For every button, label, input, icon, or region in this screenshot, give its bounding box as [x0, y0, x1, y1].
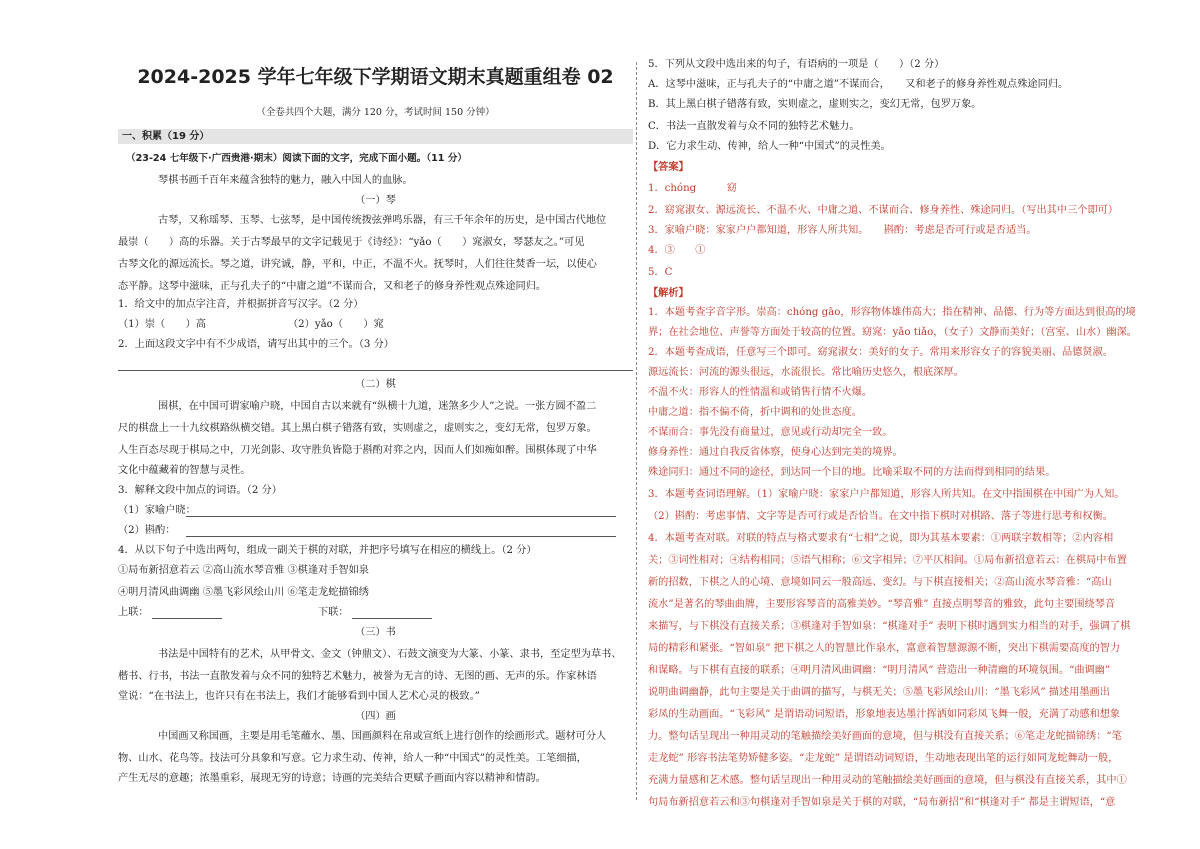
- analysis-line: 殊途同归：通过不同的途径，到达同一个目的地。比喻采取不同的方法而得到相同的结果。: [648, 467, 1056, 478]
- analysis-line: 力。整句话呈现出一种用灵动的笔触描绘美好画面的意境，但与棋没有直接关系；⑥笔走龙蛇描锦绣：“笔: [648, 731, 1122, 742]
- q4-options: ④明月清风曲调幽 ⑤墨飞彩风绘山川 ⑥笔走龙蛇描锦绣: [118, 587, 369, 598]
- q1-blank-2[interactable]: （2）yǎo（ ）窕: [288, 319, 384, 330]
- analysis-line: 局的精彩和紧张。“智如泉” 把下棋之人的智慧比作泉水，富意着智慧源源不断，突出下棋需要高度的智力: [648, 643, 1121, 654]
- shu-line: 堂说：“在书法上，也许只有在书法上，我们才能够看到中国人艺术心灵的极致。”: [118, 691, 480, 702]
- analysis-line: 充满力量感和艺术感。整句话呈现出一种用灵动的笔触描绘美好画面的意境，但与棋没有直接关系，其中①: [648, 775, 1127, 786]
- qin-line: 古琴，又称瑶琴、玉琴、七弦琴，是中国传统拨弦弹鸣乐器，有三千年余年的历史，是中国古代地位: [158, 215, 607, 226]
- hua-line: 中国画又称国画，主要是用毛笔蘸水、墨、国画颜料在帛或宣纸上进行创作的绘画形式。题材可分人: [158, 731, 607, 742]
- analysis-line: 2．本题考查成语，任意写三个即可。窈窕淑女：美好的女子。常用来形容女子的容貌美丽、品德贤淑。: [648, 347, 1113, 358]
- answer-4: 4．③ ①: [648, 245, 706, 256]
- qin-line: 最崇（ ）高的乐器。关于古琴最早的文字记载见于《诗经》：“yǎo（ ）窕淑女，琴瑟友之。”可见: [118, 237, 585, 248]
- question-2: 2．上面这段文字中有不少成语，请写出其中的三个。（3 分）: [118, 339, 394, 350]
- section-heading: 一、积累（19 分）: [122, 131, 210, 142]
- shu-line: 楷书、行书，书法一直散发着与众不同的独特艺术魅力，被誉为无言的诗、无图的画、无声的乐。作家林语: [118, 671, 597, 682]
- analysis-line: 句局布新招意若云和③句棋逢对手智如泉是关于棋的对联，“局布新招”和“棋逢对手” 都是主谓短语，“意: [648, 797, 1116, 808]
- analysis-line: 源远流长：河流的源头很远，水流很长。常比喻历史悠久，根底深厚。: [648, 367, 964, 378]
- answer-label: 【答案】: [648, 161, 689, 173]
- q4-options: ①局布新招意若云 ②高山流水琴音雅 ③棋逢对手智如泉: [118, 565, 369, 576]
- answer-2: 2．窈窕淑女、源远流长、不温不火、中庸之道、不谋而合、修身养性、殊途同归。（写出其中三个即可）: [648, 205, 1119, 216]
- q3-item-1: （1）家喻户晓：: [118, 505, 196, 516]
- hua-line: 物、山水、花鸟等。技法可分具象和写意。它力求生动、传神，给人一种“中国式”的灵性美。工笔细描，: [118, 753, 587, 764]
- analysis-line: 1．本题考查字音字形。崇高：chóng gāo，形容物体雄伟高大；指在精神、品德、行为等方面达到很高的境: [648, 307, 1136, 318]
- qi-line: 人生百态尽现于棋局之中，刀光剑影、攻守胜负皆隐于斟酌对弈之内，因而人们如痴如醉。围棋体现了中华: [118, 445, 597, 456]
- question-4: 4．从以下句子中选出两句，组成一副关于棋的对联，并把序号填写在相应的横线上。（2 分）: [118, 545, 537, 556]
- qi-line: 围棋，在中国可谓家喻户晓，中国自古以来就有“纵横十九道，迷煞多少人”之说。一张方圆不盈二: [158, 401, 597, 412]
- answer-line[interactable]: [118, 370, 633, 371]
- analysis-line: 和谋略。与下棋有直接的联系；④明月清风曲调幽：“明月清风” 营造出一种清幽的环境氛围。“曲调幽”: [648, 665, 1111, 676]
- page-title: 2024-2025 学年七年级下学期语文期末真题重组卷 02: [137, 66, 614, 88]
- exam-info: （全卷共四个大题，满分 120 分，考试时间 150 分钟）: [256, 107, 495, 118]
- question-1: 1．给文中的加点字注音，并根据拼音写汉字。（2 分）: [118, 299, 364, 310]
- qin-line: 态平静。这琴中滋味，正与孔夫子的“中庸之道”不谋而合，又和老子的修身养性观点殊途同归。: [118, 281, 547, 292]
- subheading-qi: （二）棋: [355, 379, 396, 390]
- analysis-line: 关；③词性相对；④结构相同；⑤语气相称；⑥文字相异；⑦平仄相间。①局布新招意若云：在棋局中布置: [648, 555, 1127, 566]
- couplet-lower-label: 下联：: [318, 607, 349, 618]
- hua-line: 产生无尽的意趣；浓墨重彩，展现无穷的诗意；诗画的完美结合更赋予画面内容以精神和情韵。: [118, 773, 546, 784]
- analysis-line: 彩凤的生动画面。“飞彩风” 是谓语动词短语，形象地表达墨汁挥洒如同彩凤飞舞一般，充满了动感和想象: [648, 709, 1121, 720]
- q5-option-c: C．书法一直散发着与众不同的独特艺术魅力。: [648, 121, 860, 132]
- q1-blank-1[interactable]: （1）崇（ ）高: [118, 319, 206, 330]
- analysis-line: 新的招数，下棋之人的心境、意境如同云一般高远、变幻。与下棋直接相关；②高山流水琴音雅：“高山: [648, 577, 1112, 588]
- intro-text: 琴棋书画千百年来蕴含独特的魅力，融入中国人的血脉。: [158, 175, 413, 186]
- subheading-qin: （一）琴: [355, 195, 396, 206]
- source-line: （23-24 七年级下·广西贵港·期末）阅读下面的文字，完成下面小题。（11 分）: [126, 153, 468, 164]
- analysis-line: 修身养性：通过自我反省体察，使身心达到完美的境界。: [648, 447, 903, 458]
- qi-line: 尺的棋盘上一十九纹棋路纵横交错。其上黑白棋子错落有致，实则虚之，虚则实之，变幻无常，包罗万象。: [118, 423, 597, 434]
- answer-3: 3．家喻户晓：家家户户都知道，形容人所共知。 斟酌：考虑是否可行或是否适当。: [648, 225, 1037, 236]
- analysis-line: 3．本题考查词语理解。（1）家喻户晓：家家户户都知道，形容人所共知。在文中指围棋在中国广为人知。: [648, 489, 1125, 500]
- answer-line[interactable]: [186, 536, 616, 537]
- shu-line: 书法是中国特有的艺术，从甲骨文、金文（钟鼎文）、石鼓文演变为大篆、小篆、隶书，至定型为草书、: [158, 649, 622, 660]
- answer-line[interactable]: [186, 516, 616, 517]
- analysis-line: 界；在社会地位、声誉等方面处于较高的位置。窈窕：yǎo tiǎo，（女子）文静而美好；（宫室、山水）幽深。: [648, 327, 1137, 338]
- analysis-line: 流水”是著名的琴曲曲牌，主要形容琴音的高雅美妙。“琴音雅” 直接点明琴音的雅致，此句主要围绕琴音: [648, 599, 1116, 610]
- analysis-line: 走龙蛇” 形容书法笔势矫健多姿。“走龙蛇” 是谓语动词短语，生动地表现出笔的运行如同龙蛇舞动一般，: [648, 753, 1119, 764]
- analysis-label: 【解析】: [648, 287, 689, 299]
- couplet-lower-blank[interactable]: [352, 618, 432, 619]
- couplet-upper-blank[interactable]: [152, 618, 222, 619]
- analysis-line: 来描写，与下棋没有直接关系；③棋逢对手智如泉：“棋逢对手” 表明下棋时遇到实力相当的对手，强调了棋: [648, 621, 1131, 632]
- couplet-upper-label: 上联：: [118, 607, 149, 618]
- subheading-hua: （四）画: [355, 711, 396, 722]
- analysis-line: （2）斟酌：考虑事情、文字等是否可行或是否恰当。在文中指下棋时对棋路、落子等进行思考和权衡。: [648, 511, 1113, 522]
- analysis-line: 不温不火：形容人的性情温和或销售行情不火爆。: [648, 387, 873, 398]
- analysis-line: 说明曲调幽静，此句主要是关于曲调的描写，与棋无关；⑤墨飞彩风绘山川：“墨飞彩风” 描述用墨画出: [648, 687, 1110, 698]
- answer-1: 1．chóng 窈: [648, 183, 737, 194]
- qi-line: 文化中蕴藏着的智慧与灵性。: [118, 465, 251, 476]
- analysis-line: 中庸之道：指不偏不倚，折中调和的处世态度。: [648, 407, 862, 418]
- analysis-line: 不谋而合：事先没有商量过，意见或行动却完全一致。: [648, 427, 893, 438]
- q3-item-2: （2）斟酌：: [118, 525, 176, 536]
- subheading-shu: （三）书: [355, 627, 396, 638]
- q5-option-b: B．其上黑白棋子错落有致，实则虚之，虚则实之，变幻无常，包罗万象。: [648, 99, 982, 110]
- question-3: 3．解释文段中加点的词语。（2 分）: [118, 485, 282, 496]
- q5-option-d: D．它力求生动、传神，给人一种“中国式”的灵性美。: [648, 141, 891, 152]
- column-divider: [636, 62, 637, 800]
- analysis-line: 4．本题考查对联。对联的特点与格式要求有“七相”之说，即为其基本要素：①两联字数相等；②内容相: [648, 533, 1114, 544]
- q5-option-a: A．这琴中滋味，正与孔夫子的“中庸之道”不谋而合， 又和老子的修身养性观点殊途同归。: [648, 79, 1069, 90]
- qin-line: 古琴文化的源远流长。琴之道，讲究诚，静，平和，中正，不温不火。抚琴时，人们往往焚香一坛，以使心: [118, 259, 597, 270]
- answer-5: 5．C: [648, 267, 673, 278]
- question-5: 5．下列从文段中选出来的句子，有语病的一项是（ ）（2 分）: [648, 59, 945, 70]
